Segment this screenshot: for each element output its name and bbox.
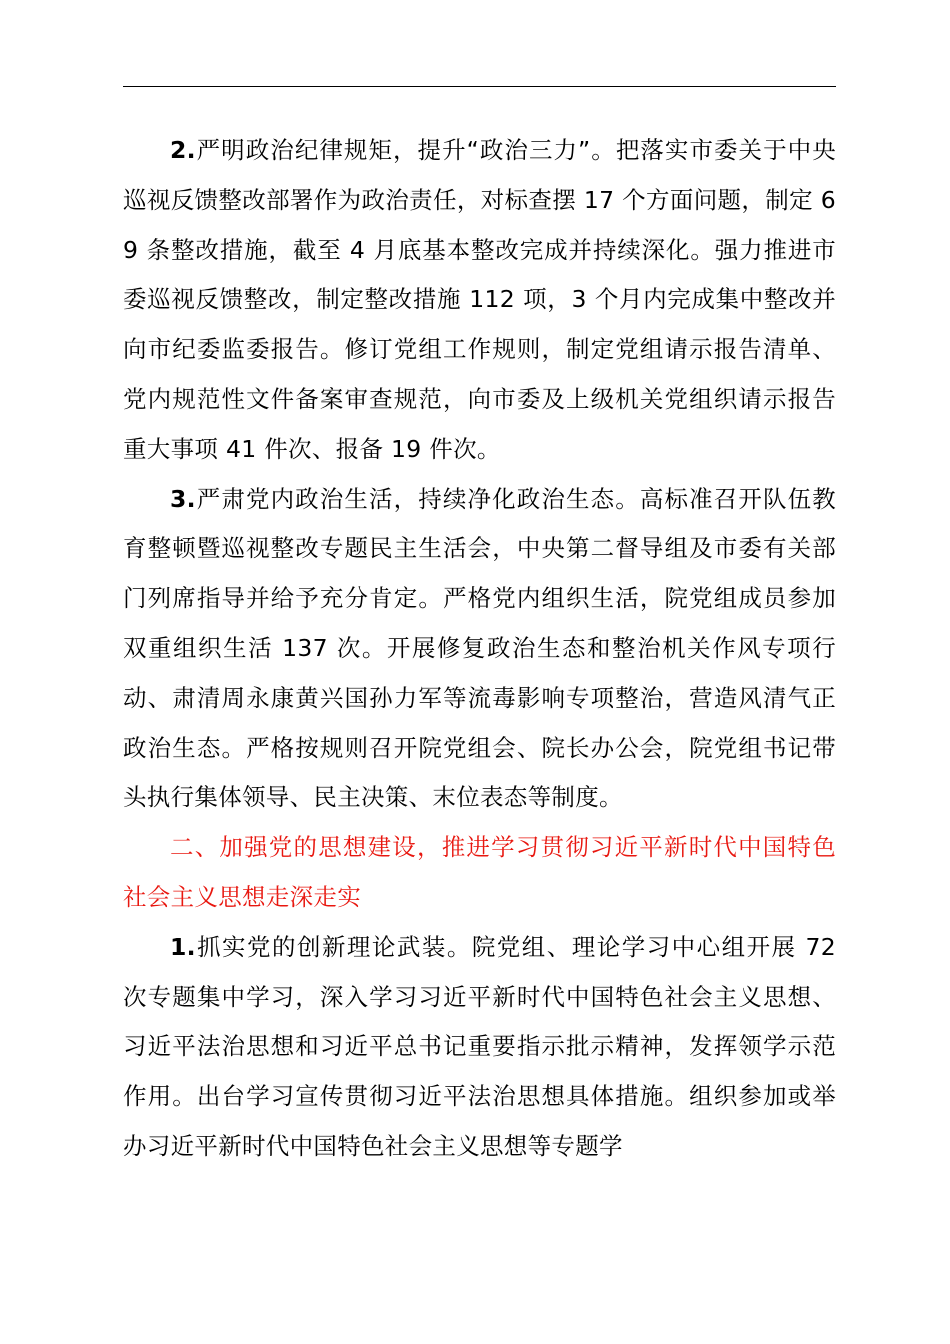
paragraph-text: 抓实党的创新理论武装。院党组、理论学习中心组开展 72 次专题集中学习，深入学习习近平新时代中国特色社会主义思想、习近平法治思想和习近平总书记重要指示批示精神，发挥领学示范作用。出台学习宣传贯彻习近平法治思想具体措施。组织参加或举办习近平新时代中国特色社会主义思想等专题学 bbox=[123, 932, 836, 1160]
header-rule bbox=[123, 86, 836, 87]
paragraph-3 bbox=[123, 475, 836, 824]
paragraph-1 bbox=[123, 923, 836, 1172]
document-body bbox=[123, 126, 836, 1172]
paragraph-2 bbox=[123, 126, 836, 475]
paragraph-number: 1. bbox=[170, 932, 196, 961]
paragraph-text: 严明政治纪律规矩，提升“政治三力”。把落实市委关于中央巡视反馈整改部署作为政治责任，对标查摆 17 个方面问题，制定 69 条整改措施，截至 4 月底基本整改完成并持续深化。强力推进市委巡视反馈整改，制定整改措施 112 项，3 个月内完成集中整改并向市纪委监委报告。修订党组工作规则，制定党组请示报告清单、党内规范性文件备案审查规范，向市委及上级机关党组织请示报告重大事项 41 件次、报备 19 件次。 bbox=[123, 136, 836, 463]
paragraph-number: 3. bbox=[170, 484, 196, 513]
section-heading: 二、加强党的思想建设，推进学习贯彻习近平新时代中国特色社会主义思想走深走实 bbox=[123, 833, 836, 911]
paragraph-number: 2. bbox=[170, 136, 196, 164]
paragraph-text: 严肃党内政治生活，持续净化政治生态。高标准召开队伍教育整顿暨巡视整改专题民主生活会，中央第二督导组及市委有关部门列席指导并给予充分肯定。严格党内组织生活，院党组成员参加双重组织生活 137 次。开展修复政治生态和整治机关作风专项行动、肃清周永康黄兴国孙力军等流毒影响专项整治，营造风清气正政治生态。严格按规则召开院党组会、院长办公会，院党组书记带头执行集体领导、民主决策、末位表态等制度。 bbox=[123, 484, 836, 812]
